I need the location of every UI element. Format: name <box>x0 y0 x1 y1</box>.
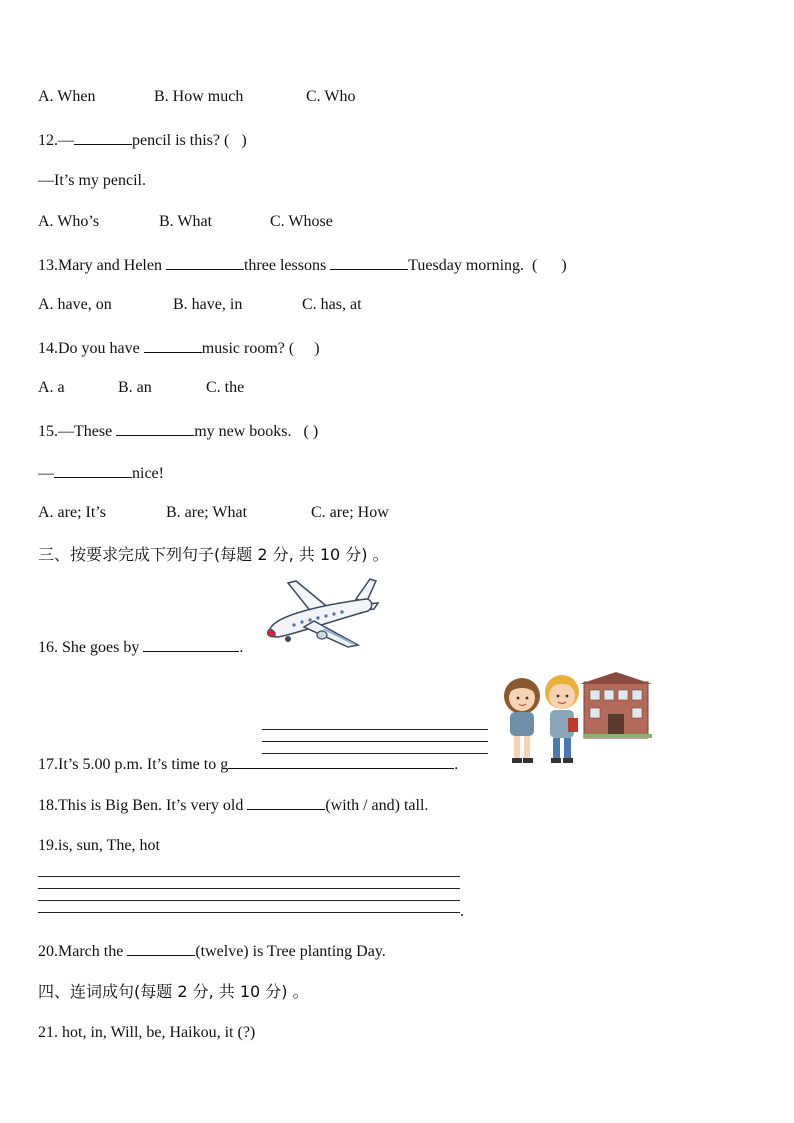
q12-prefix: 12.— <box>38 132 74 149</box>
q16-blank[interactable] <box>143 636 239 652</box>
q15-prefix: 15.—These <box>38 423 113 440</box>
q17-question <box>38 753 458 775</box>
q17-prefix: 17.It’s 5.00 p.m. It’s time to g <box>38 756 229 773</box>
q12-option-c: C. Whose <box>270 213 333 230</box>
q15-rest: my new books. <box>194 423 292 440</box>
q15-reply-rest: nice! <box>132 465 164 482</box>
q11-option-c: C. Who <box>306 88 356 105</box>
q17-blank[interactable] <box>228 753 454 769</box>
q12-rest: pencil is this? ( <box>132 132 230 149</box>
q19-answer-line-3[interactable] <box>38 900 460 901</box>
q17-answer-line-2[interactable] <box>262 741 488 742</box>
q14-option-c: C. the <box>206 379 245 396</box>
q12-option-a: A. Who’s <box>38 213 100 230</box>
q15-blank[interactable] <box>116 420 194 436</box>
q15-paren: ( ) <box>303 423 319 440</box>
q17-answer-line-1[interactable] <box>262 729 488 730</box>
children-school-illustration <box>500 670 656 770</box>
q14-blank[interactable] <box>144 337 202 353</box>
q20-prefix: 20.March the <box>38 943 124 960</box>
q19-suffix: . <box>460 903 464 920</box>
q19-answer-line-1[interactable] <box>38 876 460 877</box>
q15-option-c: C. are; How <box>311 504 389 521</box>
q12-blank[interactable] <box>74 129 132 145</box>
q14-option-a: A. a <box>38 379 65 396</box>
q13-paren-close: ) <box>561 257 567 274</box>
q14-question <box>38 337 320 359</box>
q14-option-b: B. an <box>118 379 152 396</box>
q16-prefix: 16. She goes by <box>38 639 140 656</box>
section-4-heading: 四、连词成句(每题 2 分, 共 10 分) 。 <box>38 982 309 1001</box>
q18-question <box>38 794 428 816</box>
airplane-illustration <box>262 575 382 655</box>
q18-rest: (with / and) tall. <box>325 797 429 814</box>
q14-rest: music room? ( <box>201 340 295 357</box>
section-3-heading: 三、按要求完成下列句子(每题 2 分, 共 10 分) 。 <box>38 545 389 564</box>
q18-prefix: 18.This is Big Ben. It’s very old <box>38 797 244 814</box>
q15-question <box>38 420 318 442</box>
q20-rest: (twelve) is Tree planting Day. <box>195 943 386 960</box>
q18-blank[interactable] <box>247 794 325 810</box>
q20-blank[interactable] <box>127 940 195 956</box>
q15-options <box>38 503 389 523</box>
q21-question: 21. hot, in, Will, be, Haikou, it (?) <box>38 1024 256 1041</box>
q13-paren-open: ( <box>532 257 538 274</box>
q15-reply <box>38 462 164 484</box>
q14-prefix: 14.Do you have <box>38 340 140 357</box>
q13-option-b: B. have, in <box>173 296 243 313</box>
q13-question <box>38 254 567 276</box>
q12-option-b: B. What <box>159 213 213 230</box>
q11-option-a: A. When <box>38 88 96 105</box>
q13-option-a: A. have, on <box>38 296 112 313</box>
q13-prefix: 13.Mary and Helen <box>38 257 162 274</box>
q19-answer-line-2[interactable] <box>38 888 460 889</box>
q15-option-a: A. are; It’s <box>38 504 106 521</box>
q11-options <box>38 87 355 107</box>
q19-answer-line-4[interactable] <box>38 912 460 913</box>
q11-option-b: B. How much <box>154 88 244 105</box>
q13-options <box>38 295 362 315</box>
q13-blank-2[interactable] <box>330 254 408 270</box>
q15-option-b: B. are; What <box>166 504 248 521</box>
q16-suffix: . <box>239 639 244 656</box>
q12-question <box>38 129 247 151</box>
q16-question <box>38 636 243 658</box>
q15-reply-blank[interactable] <box>54 462 132 478</box>
q20-question <box>38 940 386 962</box>
q14-options <box>38 378 244 398</box>
q12-options <box>38 212 333 232</box>
q15-reply-prefix: — <box>38 465 54 482</box>
q13-option-c: C. has, at <box>302 296 362 313</box>
q13-rest: Tuesday morning. <box>408 257 525 274</box>
q12-close: ) <box>241 132 247 149</box>
q13-mid: three lessons <box>243 257 327 274</box>
q19-question: 19.is, sun, The, hot <box>38 837 160 854</box>
q13-blank-1[interactable] <box>166 254 244 270</box>
q14-close: ) <box>314 340 320 357</box>
q12-answer: —It’s my pencil. <box>38 172 146 189</box>
q17-suffix: . <box>454 756 459 773</box>
